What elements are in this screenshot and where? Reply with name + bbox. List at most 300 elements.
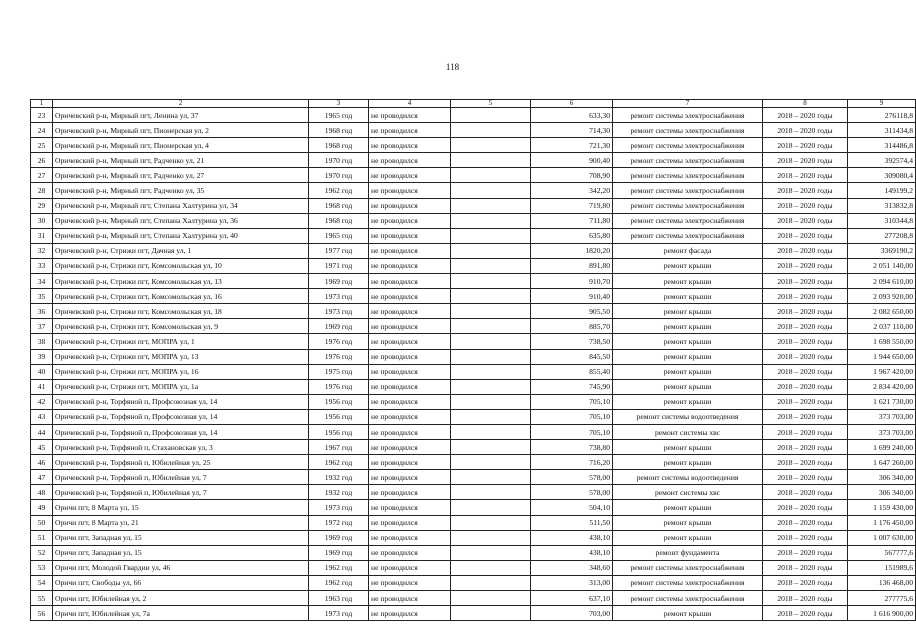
empty-cell — [451, 606, 531, 621]
previous-repair-cell: не проводился — [369, 108, 451, 123]
build-year-cell: 1973 год — [309, 500, 369, 515]
work-type-cell: ремонт фасада — [613, 243, 763, 258]
previous-repair-cell: не проводился — [369, 394, 451, 409]
table-row — [31, 530, 916, 545]
column-header: 4 — [369, 100, 451, 108]
area-cell: 855,40 — [531, 364, 613, 379]
address-cell: Оричи пгт, Юбилейная ул, 7а — [53, 606, 309, 621]
empty-cell — [451, 319, 531, 334]
work-type-cell: ремонт системы электроснабжения — [613, 591, 763, 606]
empty-cell — [451, 394, 531, 409]
empty-cell — [451, 409, 531, 424]
cost-cell: 1 621 730,00 — [848, 394, 916, 409]
build-year-cell: 1968 год — [309, 198, 369, 213]
work-type-cell: ремонт крыши — [613, 334, 763, 349]
work-type-cell: ремонт системы водоотведения — [613, 409, 763, 424]
previous-repair-cell: не проводился — [369, 274, 451, 289]
row-number-cell: 45 — [31, 440, 53, 455]
area-cell: 635,80 — [531, 228, 613, 243]
build-year-cell: 1932 год — [309, 485, 369, 500]
table-row — [31, 545, 916, 560]
work-type-cell: ремонт системы электроснабжения — [613, 198, 763, 213]
work-type-cell: ремонт системы хвс — [613, 424, 763, 439]
empty-cell — [451, 485, 531, 500]
address-cell: Оричевский р-н, Мирный пгт, Ленина ул, 37 — [53, 108, 309, 123]
area-cell: 716,20 — [531, 455, 613, 470]
work-type-cell: ремонт системы электроснабжения — [613, 108, 763, 123]
cost-cell: 567777,6 — [848, 545, 916, 560]
build-year-cell: 1968 год — [309, 123, 369, 138]
empty-cell — [451, 591, 531, 606]
address-cell: Оричевский р-н, Стрижи пгт, МОПРА ул, 16 — [53, 364, 309, 379]
previous-repair-cell: не проводился — [369, 591, 451, 606]
build-year-cell: 1970 год — [309, 168, 369, 183]
empty-cell — [451, 515, 531, 530]
work-type-cell: ремонт крыши — [613, 289, 763, 304]
table-row — [31, 138, 916, 153]
period-cell: 2018 – 2020 годы — [763, 485, 848, 500]
table-row — [31, 470, 916, 485]
empty-cell — [451, 379, 531, 394]
period-cell: 2018 – 2020 годы — [763, 364, 848, 379]
table-row — [31, 485, 916, 500]
address-cell: Оричевский р-н, Мирный пгт, Степана Халтурина ул, 34 — [53, 198, 309, 213]
address-cell: Оричевский р-н, Торфяной п, Профсоюзная ул, 14 — [53, 394, 309, 409]
empty-cell — [451, 289, 531, 304]
build-year-cell: 1973 год — [309, 606, 369, 621]
previous-repair-cell: не проводился — [369, 440, 451, 455]
empty-cell — [451, 183, 531, 198]
empty-cell — [451, 153, 531, 168]
work-type-cell: ремонт системы электроснабжения — [613, 213, 763, 228]
previous-repair-cell: не проводился — [369, 424, 451, 439]
address-cell: Оричевский р-н, Мирный пгт, Радченко ул, 35 — [53, 183, 309, 198]
period-cell: 2018 – 2020 годы — [763, 138, 848, 153]
cost-cell: 1 007 630,00 — [848, 530, 916, 545]
work-type-cell: ремонт крыши — [613, 394, 763, 409]
previous-repair-cell: не проводился — [369, 455, 451, 470]
area-cell: 708,90 — [531, 168, 613, 183]
cost-cell: 373 703,00 — [848, 424, 916, 439]
previous-repair-cell: не проводился — [369, 364, 451, 379]
table-body — [31, 108, 916, 621]
period-cell: 2018 – 2020 годы — [763, 379, 848, 394]
build-year-cell: 1962 год — [309, 183, 369, 198]
row-number-cell: 35 — [31, 289, 53, 304]
period-cell: 2018 – 2020 годы — [763, 198, 848, 213]
cost-cell: 2 834 420,00 — [848, 379, 916, 394]
row-number-cell: 55 — [31, 591, 53, 606]
previous-repair-cell: не проводился — [369, 319, 451, 334]
area-cell: 438,10 — [531, 545, 613, 560]
period-cell: 2018 – 2020 годы — [763, 575, 848, 590]
row-number-cell: 51 — [31, 530, 53, 545]
period-cell: 2018 – 2020 годы — [763, 515, 848, 530]
previous-repair-cell: не проводился — [369, 409, 451, 424]
empty-cell — [451, 440, 531, 455]
address-cell: Оричевский р-н, Стрижи пгт, МОПРА ул, 1 — [53, 334, 309, 349]
address-cell: Оричевский р-н, Мирный пгт, Степана Халтурина ул, 40 — [53, 228, 309, 243]
period-cell: 2018 – 2020 годы — [763, 606, 848, 621]
row-number-cell: 26 — [31, 153, 53, 168]
column-header: 3 — [309, 100, 369, 108]
cost-cell: 2 094 610,00 — [848, 274, 916, 289]
build-year-cell: 1962 год — [309, 455, 369, 470]
cost-cell: 136 468,00 — [848, 575, 916, 590]
previous-repair-cell: не проводился — [369, 470, 451, 485]
table-row — [31, 228, 916, 243]
work-type-cell: ремонт системы электроснабжения — [613, 575, 763, 590]
area-cell: 910,40 — [531, 289, 613, 304]
period-cell: 2018 – 2020 годы — [763, 334, 848, 349]
table-row — [31, 515, 916, 530]
period-cell: 2018 – 2020 годы — [763, 591, 848, 606]
cost-cell: 2 051 140,00 — [848, 258, 916, 273]
previous-repair-cell: не проводился — [369, 485, 451, 500]
address-cell: Оричи пгт, 8 Марта ул, 15 — [53, 500, 309, 515]
table-row — [31, 349, 916, 364]
row-number-cell: 42 — [31, 394, 53, 409]
cost-cell: 311434,8 — [848, 123, 916, 138]
work-type-cell: ремонт крыши — [613, 258, 763, 273]
row-number-cell: 28 — [31, 183, 53, 198]
table-row — [31, 500, 916, 515]
row-number-cell: 53 — [31, 560, 53, 575]
area-cell: 721,30 — [531, 138, 613, 153]
area-cell: 900,40 — [531, 153, 613, 168]
previous-repair-cell: не проводился — [369, 379, 451, 394]
table-row — [31, 606, 916, 621]
empty-cell — [451, 213, 531, 228]
empty-cell — [451, 560, 531, 575]
work-type-cell: ремонт крыши — [613, 440, 763, 455]
work-type-cell: ремонт крыши — [613, 455, 763, 470]
address-cell: Оричевский р-н, Стрижи пгт, МОПРА ул, 1а — [53, 379, 309, 394]
address-cell: Оричи пгт, Свободы ул, 66 — [53, 575, 309, 590]
build-year-cell: 1968 год — [309, 138, 369, 153]
address-cell: Оричевский р-н, Стрижи пгт, Комсомольская ул, 16 — [53, 289, 309, 304]
build-year-cell: 1973 год — [309, 304, 369, 319]
column-header: 9 — [848, 100, 916, 108]
cost-cell: 1 647 260,00 — [848, 455, 916, 470]
cost-cell: 309080,4 — [848, 168, 916, 183]
empty-cell — [451, 334, 531, 349]
previous-repair-cell: не проводился — [369, 334, 451, 349]
address-cell: Оричевский р-н, Стрижи пгт, МОПРА ул, 13 — [53, 349, 309, 364]
previous-repair-cell: не проводился — [369, 289, 451, 304]
cost-cell: 306 340,00 — [848, 470, 916, 485]
area-cell: 342,20 — [531, 183, 613, 198]
area-cell: 578,00 — [531, 470, 613, 485]
row-number-cell: 36 — [31, 304, 53, 319]
work-type-cell: ремонт крыши — [613, 606, 763, 621]
area-cell: 845,50 — [531, 349, 613, 364]
cost-cell: 2 037 110,00 — [848, 319, 916, 334]
empty-cell — [451, 108, 531, 123]
period-cell: 2018 – 2020 годы — [763, 243, 848, 258]
area-cell: 633,30 — [531, 108, 613, 123]
work-type-cell: ремонт системы электроснабжения — [613, 228, 763, 243]
table-row — [31, 334, 916, 349]
previous-repair-cell: не проводился — [369, 575, 451, 590]
area-cell: 348,60 — [531, 560, 613, 575]
build-year-cell: 1971 год — [309, 258, 369, 273]
row-number-cell: 43 — [31, 409, 53, 424]
work-type-cell: ремонт крыши — [613, 515, 763, 530]
cost-cell: 1 944 650,00 — [848, 349, 916, 364]
area-cell: 578,00 — [531, 485, 613, 500]
row-number-cell: 24 — [31, 123, 53, 138]
cost-cell: 310344,8 — [848, 213, 916, 228]
table-row — [31, 153, 916, 168]
build-year-cell: 1976 год — [309, 349, 369, 364]
work-type-cell: ремонт системы электроснабжения — [613, 183, 763, 198]
area-cell: 504,10 — [531, 500, 613, 515]
table-row — [31, 424, 916, 439]
previous-repair-cell: не проводился — [369, 228, 451, 243]
empty-cell — [451, 243, 531, 258]
build-year-cell: 1932 год — [309, 470, 369, 485]
work-type-cell: ремонт крыши — [613, 274, 763, 289]
period-cell: 2018 – 2020 годы — [763, 319, 848, 334]
period-cell: 2018 – 2020 годы — [763, 228, 848, 243]
row-number-cell: 25 — [31, 138, 53, 153]
area-cell: 738,50 — [531, 334, 613, 349]
previous-repair-cell: не проводился — [369, 349, 451, 364]
build-year-cell: 1962 год — [309, 575, 369, 590]
cost-cell: 1 699 240,00 — [848, 440, 916, 455]
area-cell: 705,10 — [531, 409, 613, 424]
period-cell: 2018 – 2020 годы — [763, 409, 848, 424]
work-type-cell: ремонт системы хвс — [613, 485, 763, 500]
address-cell: Оричевский р-н, Торфяной п, Юбилейная ул, 7 — [53, 485, 309, 500]
row-number-cell: 54 — [31, 575, 53, 590]
column-header: 7 — [613, 100, 763, 108]
empty-cell — [451, 304, 531, 319]
address-cell: Оричи пгт, Западная ул, 15 — [53, 530, 309, 545]
empty-cell — [451, 168, 531, 183]
row-number-cell: 37 — [31, 319, 53, 334]
period-cell: 2018 – 2020 годы — [763, 258, 848, 273]
row-number-cell: 44 — [31, 424, 53, 439]
build-year-cell: 1970 год — [309, 153, 369, 168]
cost-cell: 314486,8 — [848, 138, 916, 153]
address-cell: Оричевский р-н, Мирный пгт, Степана Халтурина ул, 36 — [53, 213, 309, 228]
area-cell: 885,70 — [531, 319, 613, 334]
empty-cell — [451, 228, 531, 243]
cost-cell: 2 093 920,00 — [848, 289, 916, 304]
previous-repair-cell: не проводился — [369, 515, 451, 530]
area-cell: 703,00 — [531, 606, 613, 621]
period-cell: 2018 – 2020 годы — [763, 168, 848, 183]
row-number-cell: 31 — [31, 228, 53, 243]
cost-cell: 1 967 420,00 — [848, 364, 916, 379]
table-row — [31, 168, 916, 183]
previous-repair-cell: не проводился — [369, 183, 451, 198]
table-row — [31, 394, 916, 409]
period-cell: 2018 – 2020 годы — [763, 108, 848, 123]
area-cell: 891,80 — [531, 258, 613, 273]
build-year-cell: 1969 год — [309, 530, 369, 545]
empty-cell — [451, 198, 531, 213]
build-year-cell: 1969 год — [309, 274, 369, 289]
cost-cell: 313832,8 — [848, 198, 916, 213]
work-type-cell: ремонт крыши — [613, 379, 763, 394]
table-row — [31, 575, 916, 590]
build-year-cell: 1962 год — [309, 560, 369, 575]
area-cell: 1820,20 — [531, 243, 613, 258]
table-row — [31, 304, 916, 319]
work-type-cell: ремонт крыши — [613, 364, 763, 379]
build-year-cell: 1956 год — [309, 394, 369, 409]
address-cell: Оричевский р-н, Торфяной п, Юбилейная ул, 7 — [53, 470, 309, 485]
period-cell: 2018 – 2020 годы — [763, 349, 848, 364]
empty-cell — [451, 530, 531, 545]
previous-repair-cell: не проводился — [369, 530, 451, 545]
work-type-cell: ремонт фундамента — [613, 545, 763, 560]
period-cell: 2018 – 2020 годы — [763, 500, 848, 515]
row-number-cell: 29 — [31, 198, 53, 213]
column-header: 5 — [451, 100, 531, 108]
area-cell: 511,50 — [531, 515, 613, 530]
build-year-cell: 1965 год — [309, 108, 369, 123]
cost-cell: 373 703,00 — [848, 409, 916, 424]
build-year-cell: 1969 год — [309, 319, 369, 334]
address-cell: Оричевский р-н, Стрижи пгт, Комсомольская ул, 9 — [53, 319, 309, 334]
table-row — [31, 198, 916, 213]
area-cell: 705,10 — [531, 424, 613, 439]
table-row — [31, 379, 916, 394]
previous-repair-cell: не проводился — [369, 168, 451, 183]
build-year-cell: 1975 год — [309, 364, 369, 379]
previous-repair-cell: не проводился — [369, 243, 451, 258]
cost-cell: 276118,8 — [848, 108, 916, 123]
table-row — [31, 243, 916, 258]
previous-repair-cell: не проводился — [369, 606, 451, 621]
empty-cell — [451, 138, 531, 153]
period-cell: 2018 – 2020 годы — [763, 213, 848, 228]
area-cell: 905,50 — [531, 304, 613, 319]
page-number: 118 — [445, 62, 460, 72]
area-cell: 719,80 — [531, 198, 613, 213]
work-type-cell: ремонт системы электроснабжения — [613, 560, 763, 575]
previous-repair-cell: не проводился — [369, 304, 451, 319]
row-number-cell: 40 — [31, 364, 53, 379]
area-cell: 637,10 — [531, 591, 613, 606]
period-cell: 2018 – 2020 годы — [763, 123, 848, 138]
empty-cell — [451, 364, 531, 379]
empty-cell — [451, 455, 531, 470]
cost-cell: 1 616 900,00 — [848, 606, 916, 621]
period-cell: 2018 – 2020 годы — [763, 304, 848, 319]
row-number-cell: 56 — [31, 606, 53, 621]
row-number-cell: 30 — [31, 213, 53, 228]
address-cell: Оричевский р-н, Торфяной п, Профсоюзная ул, 14 — [53, 424, 309, 439]
previous-repair-cell: не проводился — [369, 213, 451, 228]
work-type-cell: ремонт системы электроснабжения — [613, 168, 763, 183]
cost-cell: 277775,6 — [848, 591, 916, 606]
address-cell: Оричевский р-н, Стрижи пгт, Дачная ул, 1 — [53, 243, 309, 258]
empty-cell — [451, 349, 531, 364]
build-year-cell: 1972 год — [309, 515, 369, 530]
period-cell: 2018 – 2020 годы — [763, 440, 848, 455]
row-number-cell: 41 — [31, 379, 53, 394]
area-cell: 910,70 — [531, 274, 613, 289]
cost-cell: 2 082 650,00 — [848, 304, 916, 319]
cost-cell: 1 698 550,00 — [848, 334, 916, 349]
row-number-cell: 50 — [31, 515, 53, 530]
period-cell: 2018 – 2020 годы — [763, 455, 848, 470]
table-row — [31, 455, 916, 470]
address-cell: Оричевский р-н, Стрижи пгт, Комсомольская ул, 10 — [53, 258, 309, 273]
address-cell: Оричи пгт, Западная ул, 15 — [53, 545, 309, 560]
previous-repair-cell: не проводился — [369, 258, 451, 273]
area-cell: 745,90 — [531, 379, 613, 394]
empty-cell — [451, 500, 531, 515]
previous-repair-cell: не проводился — [369, 123, 451, 138]
address-cell: Оричевский р-н, Мирный пгт, Пионерская ул, 2 — [53, 123, 309, 138]
address-cell: Оричи пгт, Юбилейная ул, 2 — [53, 591, 309, 606]
empty-cell — [451, 424, 531, 439]
work-type-cell: ремонт системы водоотведения — [613, 470, 763, 485]
repair-schedule-table — [30, 99, 916, 621]
period-cell: 2018 – 2020 годы — [763, 394, 848, 409]
table-row — [31, 560, 916, 575]
row-number-cell: 33 — [31, 258, 53, 273]
work-type-cell: ремонт крыши — [613, 349, 763, 364]
address-cell: Оричевский р-н, Торфяной п, Стахановская ул, 3 — [53, 440, 309, 455]
build-year-cell: 1956 год — [309, 409, 369, 424]
row-number-cell: 34 — [31, 274, 53, 289]
row-number-cell: 39 — [31, 349, 53, 364]
build-year-cell: 1976 год — [309, 379, 369, 394]
previous-repair-cell: не проводился — [369, 560, 451, 575]
build-year-cell: 1963 год — [309, 591, 369, 606]
area-cell: 711,80 — [531, 213, 613, 228]
previous-repair-cell: не проводился — [369, 500, 451, 515]
previous-repair-cell: не проводился — [369, 153, 451, 168]
cost-cell: 277208,8 — [848, 228, 916, 243]
build-year-cell: 1968 год — [309, 213, 369, 228]
work-type-cell: ремонт системы электроснабжения — [613, 138, 763, 153]
address-cell: Оричевский р-н, Стрижи пгт, Комсомольская ул, 18 — [53, 304, 309, 319]
row-number-cell: 48 — [31, 485, 53, 500]
area-cell: 705,10 — [531, 394, 613, 409]
build-year-cell: 1965 год — [309, 228, 369, 243]
address-cell: Оричевский р-н, Мирный пгт, Радченко ул, 27 — [53, 168, 309, 183]
address-cell: Оричи пгт, Молодой Гвардии ул, 46 — [53, 560, 309, 575]
period-cell: 2018 – 2020 годы — [763, 289, 848, 304]
row-number-cell: 38 — [31, 334, 53, 349]
area-cell: 714,30 — [531, 123, 613, 138]
column-header: 2 — [53, 100, 309, 108]
table-row — [31, 289, 916, 304]
previous-repair-cell: не проводился — [369, 545, 451, 560]
empty-cell — [451, 258, 531, 273]
table-row — [31, 123, 916, 138]
work-type-cell: ремонт системы электроснабжения — [613, 153, 763, 168]
build-year-cell: 1967 год — [309, 440, 369, 455]
address-cell: Оричевский р-н, Торфяной п, Профсоюзная ул, 14 — [53, 409, 309, 424]
address-cell: Оричевский р-н, Мирный пгт, Радченко ул, 21 — [53, 153, 309, 168]
table-row — [31, 591, 916, 606]
row-number-cell: 47 — [31, 470, 53, 485]
column-number-row — [31, 100, 916, 108]
cost-cell: 1 159 430,00 — [848, 500, 916, 515]
empty-cell — [451, 274, 531, 289]
period-cell: 2018 – 2020 годы — [763, 424, 848, 439]
table-row — [31, 183, 916, 198]
